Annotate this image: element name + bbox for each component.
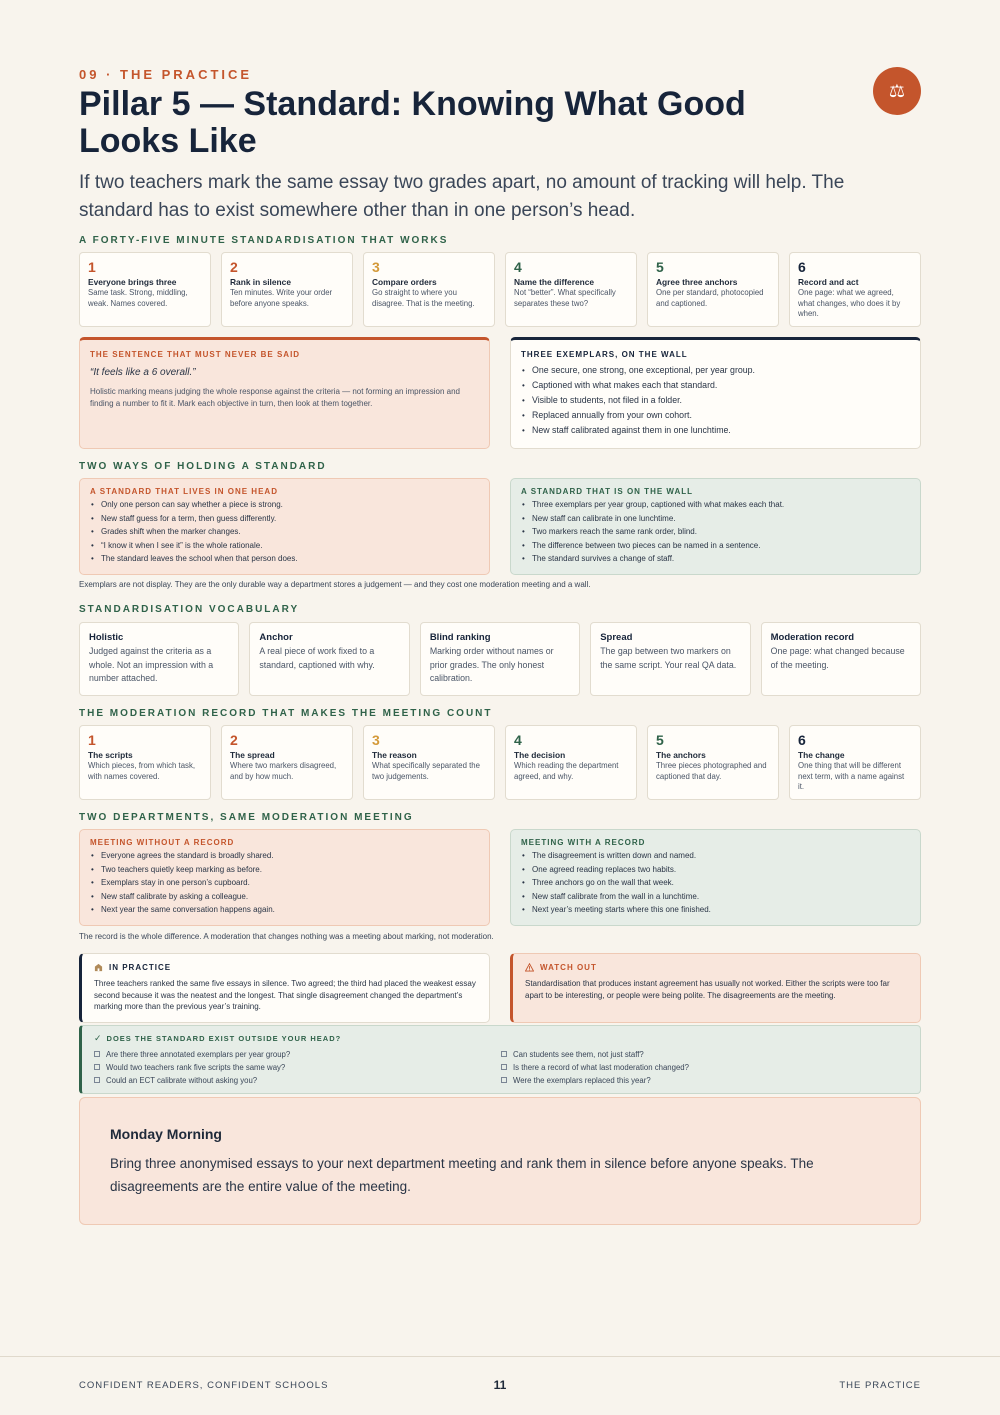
list-item: • New staff calibrate by asking a colleague.: [90, 890, 479, 904]
box-label: MEETING WITH A RECORD: [521, 838, 646, 847]
step-number: 6: [798, 259, 806, 275]
step-number: 2: [230, 259, 238, 275]
checklist-item-text: Could an ECT calibrate without asking you?: [106, 1076, 258, 1085]
step-desc: One page: what we agreed, what changes, who does it by when.: [798, 288, 901, 318]
checklist-header: [94, 1033, 908, 1044]
vocab-card: [761, 622, 921, 696]
step-card: [505, 725, 637, 800]
checkbox-icon[interactable]: [94, 1051, 100, 1057]
checklist-item[interactable]: [501, 1074, 908, 1087]
step-title: The change: [798, 750, 845, 760]
on-wall-list: [521, 498, 910, 566]
step-number: 4: [514, 259, 522, 275]
checkbox-icon[interactable]: [94, 1077, 100, 1083]
checklist-columns: [94, 1048, 908, 1087]
step-number: 4: [514, 732, 522, 748]
step-title: Compare orders: [372, 277, 437, 287]
step-number: 3: [372, 259, 380, 275]
checklist-item[interactable]: [94, 1074, 501, 1087]
vocab-definition: Judged against the criteria as a whole. Not an impression with a number attached.: [89, 646, 214, 683]
list-item: • Three exemplars per year group, captioned with what makes each that.: [521, 498, 910, 512]
step-card: [505, 252, 637, 327]
step-desc: Which pieces, from which task, with names covered.: [88, 761, 196, 781]
vocabulary-cards: [79, 622, 921, 696]
section-heading-vocabulary: STANDARDISATION VOCABULARY: [79, 604, 300, 615]
list-item: • Grades shift when the marker changes.: [90, 525, 479, 539]
forbidden-quote: “It feels like a 6 overall.”: [90, 367, 196, 378]
standardisation-steps: [79, 252, 921, 327]
list-item: • Visible to students, not filed in a folder.: [521, 393, 910, 408]
without-record-box: [79, 829, 490, 926]
step-number: 3: [372, 732, 380, 748]
vocab-definition: The gap between two markers on the same script. Your real QA data.: [600, 646, 737, 670]
step-title: Rank in silence: [230, 277, 291, 287]
footer-book-title: CONFIDENT READERS, CONFIDENT SCHOOLS: [79, 1380, 329, 1391]
list-item: • The standard leaves the school when that person does.: [90, 552, 479, 566]
vocab-term: Anchor: [259, 632, 293, 643]
step-card: [363, 725, 495, 800]
step-card: [647, 252, 779, 327]
list-item: • New staff guess for a term, then guess differently.: [90, 512, 479, 526]
list-item: • New staff can calibrate in one lunchtime.: [521, 512, 910, 526]
step-desc: What specifically separated the two judgements.: [372, 761, 480, 781]
section-heading-departments: TWO DEPARTMENTS, SAME MODERATION MEETING: [79, 812, 414, 823]
step-desc: Same task. Strong, middling, weak. Names covered.: [88, 288, 188, 308]
vocab-term: Blind ranking: [429, 632, 491, 643]
step-number: 2: [230, 732, 238, 748]
checklist-column-right: [501, 1048, 908, 1087]
monday-morning-panel: [79, 1097, 921, 1225]
list-item: • Next year the same conversation happens again.: [90, 903, 479, 917]
vocab-term: Spread: [600, 632, 633, 643]
step-card: [79, 725, 211, 800]
callout-label: THE SENTENCE THAT MUST NEVER BE SAID: [90, 350, 301, 359]
list-item: • Only one person can say whether a piece is strong.: [90, 498, 479, 512]
callout-header: [94, 963, 477, 972]
vocab-definition: One page: what changed because of the meeting.: [770, 646, 905, 670]
two-ways-note: Exemplars are not display. They are the only durable way a department stores a judgement — and they cost one moderation meeting and a wall.: [79, 580, 591, 589]
footer-section: THE PRACTICE: [839, 1380, 921, 1391]
callout-label: THREE EXEMPLARS, ON THE WALL: [521, 350, 688, 359]
step-desc: One per standard, photocopied and captioned.: [656, 288, 764, 308]
callout-body: Holistic marking means judging the whole response against the criteria — not forming an impression and finding a number to fit it. Mark each objective in turn, then look at them together.: [90, 387, 460, 408]
step-card: [363, 252, 495, 327]
step-card: [647, 725, 779, 800]
step-title: The spread: [230, 750, 275, 760]
list-item: • Everyone agrees the standard is broadly shared.: [90, 849, 479, 863]
list-item: • Next year’s meeting starts where this one finished.: [521, 903, 910, 917]
monday-body: Bring three anonymised essays to your next department meeting and rank them in silence before anyone speaks. The disagreements are the entire value of the meeting.: [110, 1156, 814, 1194]
step-card: [789, 725, 921, 800]
footer-divider: [0, 1356, 1000, 1357]
step-number: 1: [88, 259, 96, 275]
vocab-definition: Marking order without names or prior grades. The only honest calibration.: [429, 646, 554, 683]
checkmark-icon: ✓: [94, 1033, 102, 1043]
step-number: 6: [798, 732, 806, 748]
callout-body: Three teachers ranked the same five essays in silence. Two agreed; the third had placed the weakest essay second because it was the neatest and the longest. That single disagreement changed the department’s marking more than the previous year’s training.: [94, 979, 476, 1011]
in-practice-callout: [79, 953, 490, 1023]
exemplars-callout: [510, 337, 921, 449]
checkbox-icon[interactable]: [501, 1064, 507, 1070]
vocab-term: Holistic: [89, 632, 124, 643]
step-title: Name the difference: [514, 277, 595, 287]
section-kicker: 09 · THE PRACTICE: [79, 67, 253, 82]
step-desc: Go straight to where you disagree. That is the meeting.: [372, 288, 475, 308]
page-title: Pillar 5 — Standard: Knowing What Good Looks Like: [79, 85, 746, 160]
box-label: A STANDARD THAT LIVES IN ONE HEAD: [90, 487, 278, 496]
checklist-item[interactable]: [501, 1061, 908, 1074]
with-record-box: [510, 829, 921, 926]
step-desc: Which reading the department agreed, and why.: [514, 761, 619, 781]
never-said-callout: [79, 337, 490, 449]
list-item: • Two markers reach the same rank order, blind.: [521, 525, 910, 539]
list-item: • New staff calibrated against them in one lunchtime.: [521, 423, 910, 438]
checklist-item-text: Are there three annotated exemplars per year group?: [106, 1050, 291, 1059]
watch-out-callout: [510, 953, 921, 1023]
step-card: [789, 252, 921, 327]
page-subtitle: If two teachers mark the same essay two grades apart, no amount of tracking will help. The standard has to exist somewhere other than in one person’s head.: [79, 172, 845, 221]
box-label: MEETING WITHOUT A RECORD: [90, 838, 235, 847]
record-steps: [79, 725, 921, 800]
list-item: • One agreed reading replaces two habits.: [521, 863, 910, 877]
list-item: • Two teachers quietly keep marking as before.: [90, 863, 479, 877]
step-title: The scripts: [88, 750, 133, 760]
box-label: A STANDARD THAT IS ON THE WALL: [521, 487, 694, 496]
list-item: • Exemplars stay in one person’s cupboard.: [90, 876, 479, 890]
vocab-card: [590, 622, 750, 696]
checklist-column-left: [94, 1048, 501, 1087]
checklist-item-text: Would two teachers rank five scripts the same way?: [106, 1063, 286, 1072]
step-desc: Not “better”. What specifically separates these two?: [514, 288, 616, 308]
checkbox-icon[interactable]: [501, 1051, 507, 1057]
list-item: • New staff calibrate from the wall in a lunchtime.: [521, 890, 910, 904]
step-desc: Three pieces photographed and captioned that day.: [656, 761, 767, 781]
step-desc: One thing that will be different next term, with a name against it.: [798, 761, 905, 791]
step-title: The decision: [514, 750, 566, 760]
checklist-item[interactable]: [94, 1061, 501, 1074]
step-card: [79, 252, 211, 327]
vocab-definition: A real piece of work fixed to a standard, captioned with why.: [259, 646, 375, 670]
warning-icon: [525, 963, 534, 972]
step-card: [221, 725, 353, 800]
without-record-list: [90, 849, 479, 917]
list-item: • The difference between two pieces can be named in a sentence.: [521, 539, 910, 553]
callout-label: WATCH OUT: [540, 963, 597, 972]
list-item: • Captioned with what makes each that standard.: [521, 378, 910, 393]
callout-body: Standardisation that produces instant agreement has usually not worked. Either the scripts were too far apart to be interesting, or people were being polite. The disagreements are the meeting.: [525, 979, 890, 1000]
list-item: • The standard survives a change of staff.: [521, 552, 910, 566]
checklist-item-text: Is there a record of what last moderation changed?: [513, 1063, 689, 1072]
exemplars-list: [521, 363, 910, 438]
step-desc: Where two markers disagreed, and by how much.: [230, 761, 337, 781]
list-item: • Three anchors go on the wall that week.: [521, 876, 910, 890]
checkbox-icon[interactable]: [501, 1077, 507, 1083]
list-item: • The disagreement is written down and named.: [521, 849, 910, 863]
vocab-card: [249, 622, 409, 696]
one-head-box: [79, 478, 490, 575]
step-title: The anchors: [656, 750, 706, 760]
step-number: 5: [656, 259, 664, 275]
school-icon: [94, 963, 103, 972]
one-head-list: [90, 498, 479, 566]
checklist-item-text: Can students see them, not just staff?: [513, 1050, 644, 1059]
step-title: Agree three anchors: [656, 277, 738, 287]
step-title: The reason: [372, 750, 417, 760]
step-number: 1: [88, 732, 96, 748]
checklist-item[interactable]: [94, 1048, 501, 1061]
step-desc: Ten minutes. Write your order before anyone speaks.: [230, 288, 333, 308]
section-heading-two-ways: TWO WAYS OF HOLDING A STANDARD: [79, 461, 327, 472]
step-card: [221, 252, 353, 327]
with-record-list: [521, 849, 910, 917]
callout-header: [525, 963, 908, 972]
on-wall-box: [510, 478, 921, 575]
section-heading-standardisation: A FORTY-FIVE MINUTE STANDARDISATION THAT WORKS: [79, 235, 449, 246]
list-item: • One secure, one strong, one exceptional, per year group.: [521, 363, 910, 378]
section-heading-record: THE MODERATION RECORD THAT MAKES THE MEETING COUNT: [79, 708, 493, 719]
list-item: • Replaced annually from your own cohort.: [521, 408, 910, 423]
step-number: 5: [656, 732, 664, 748]
checklist-label: DOES THE STANDARD EXIST OUTSIDE YOUR HEAD?: [106, 1034, 342, 1043]
vocab-card: [79, 622, 239, 696]
vocab-card: [420, 622, 580, 696]
monday-title: Monday Morning: [110, 1126, 222, 1142]
checklist-item-text: Were the exemplars replaced this year?: [513, 1076, 651, 1085]
scales-icon: ⚖: [873, 67, 921, 115]
departments-note: The record is the whole difference. A moderation that changes nothing was a meeting about marking, not moderation.: [79, 932, 494, 941]
step-title: Record and act: [798, 277, 859, 287]
checkbox-icon[interactable]: [94, 1064, 100, 1070]
list-item: • “I know it when I see it” is the whole rationale.: [90, 539, 479, 553]
self-check-checklist: [79, 1025, 921, 1094]
page-number: 11: [493, 1378, 507, 1392]
callout-label: IN PRACTICE: [109, 963, 172, 972]
checklist-item[interactable]: [501, 1048, 908, 1061]
step-title: Everyone brings three: [88, 277, 177, 287]
vocab-term: Moderation record: [770, 632, 855, 643]
